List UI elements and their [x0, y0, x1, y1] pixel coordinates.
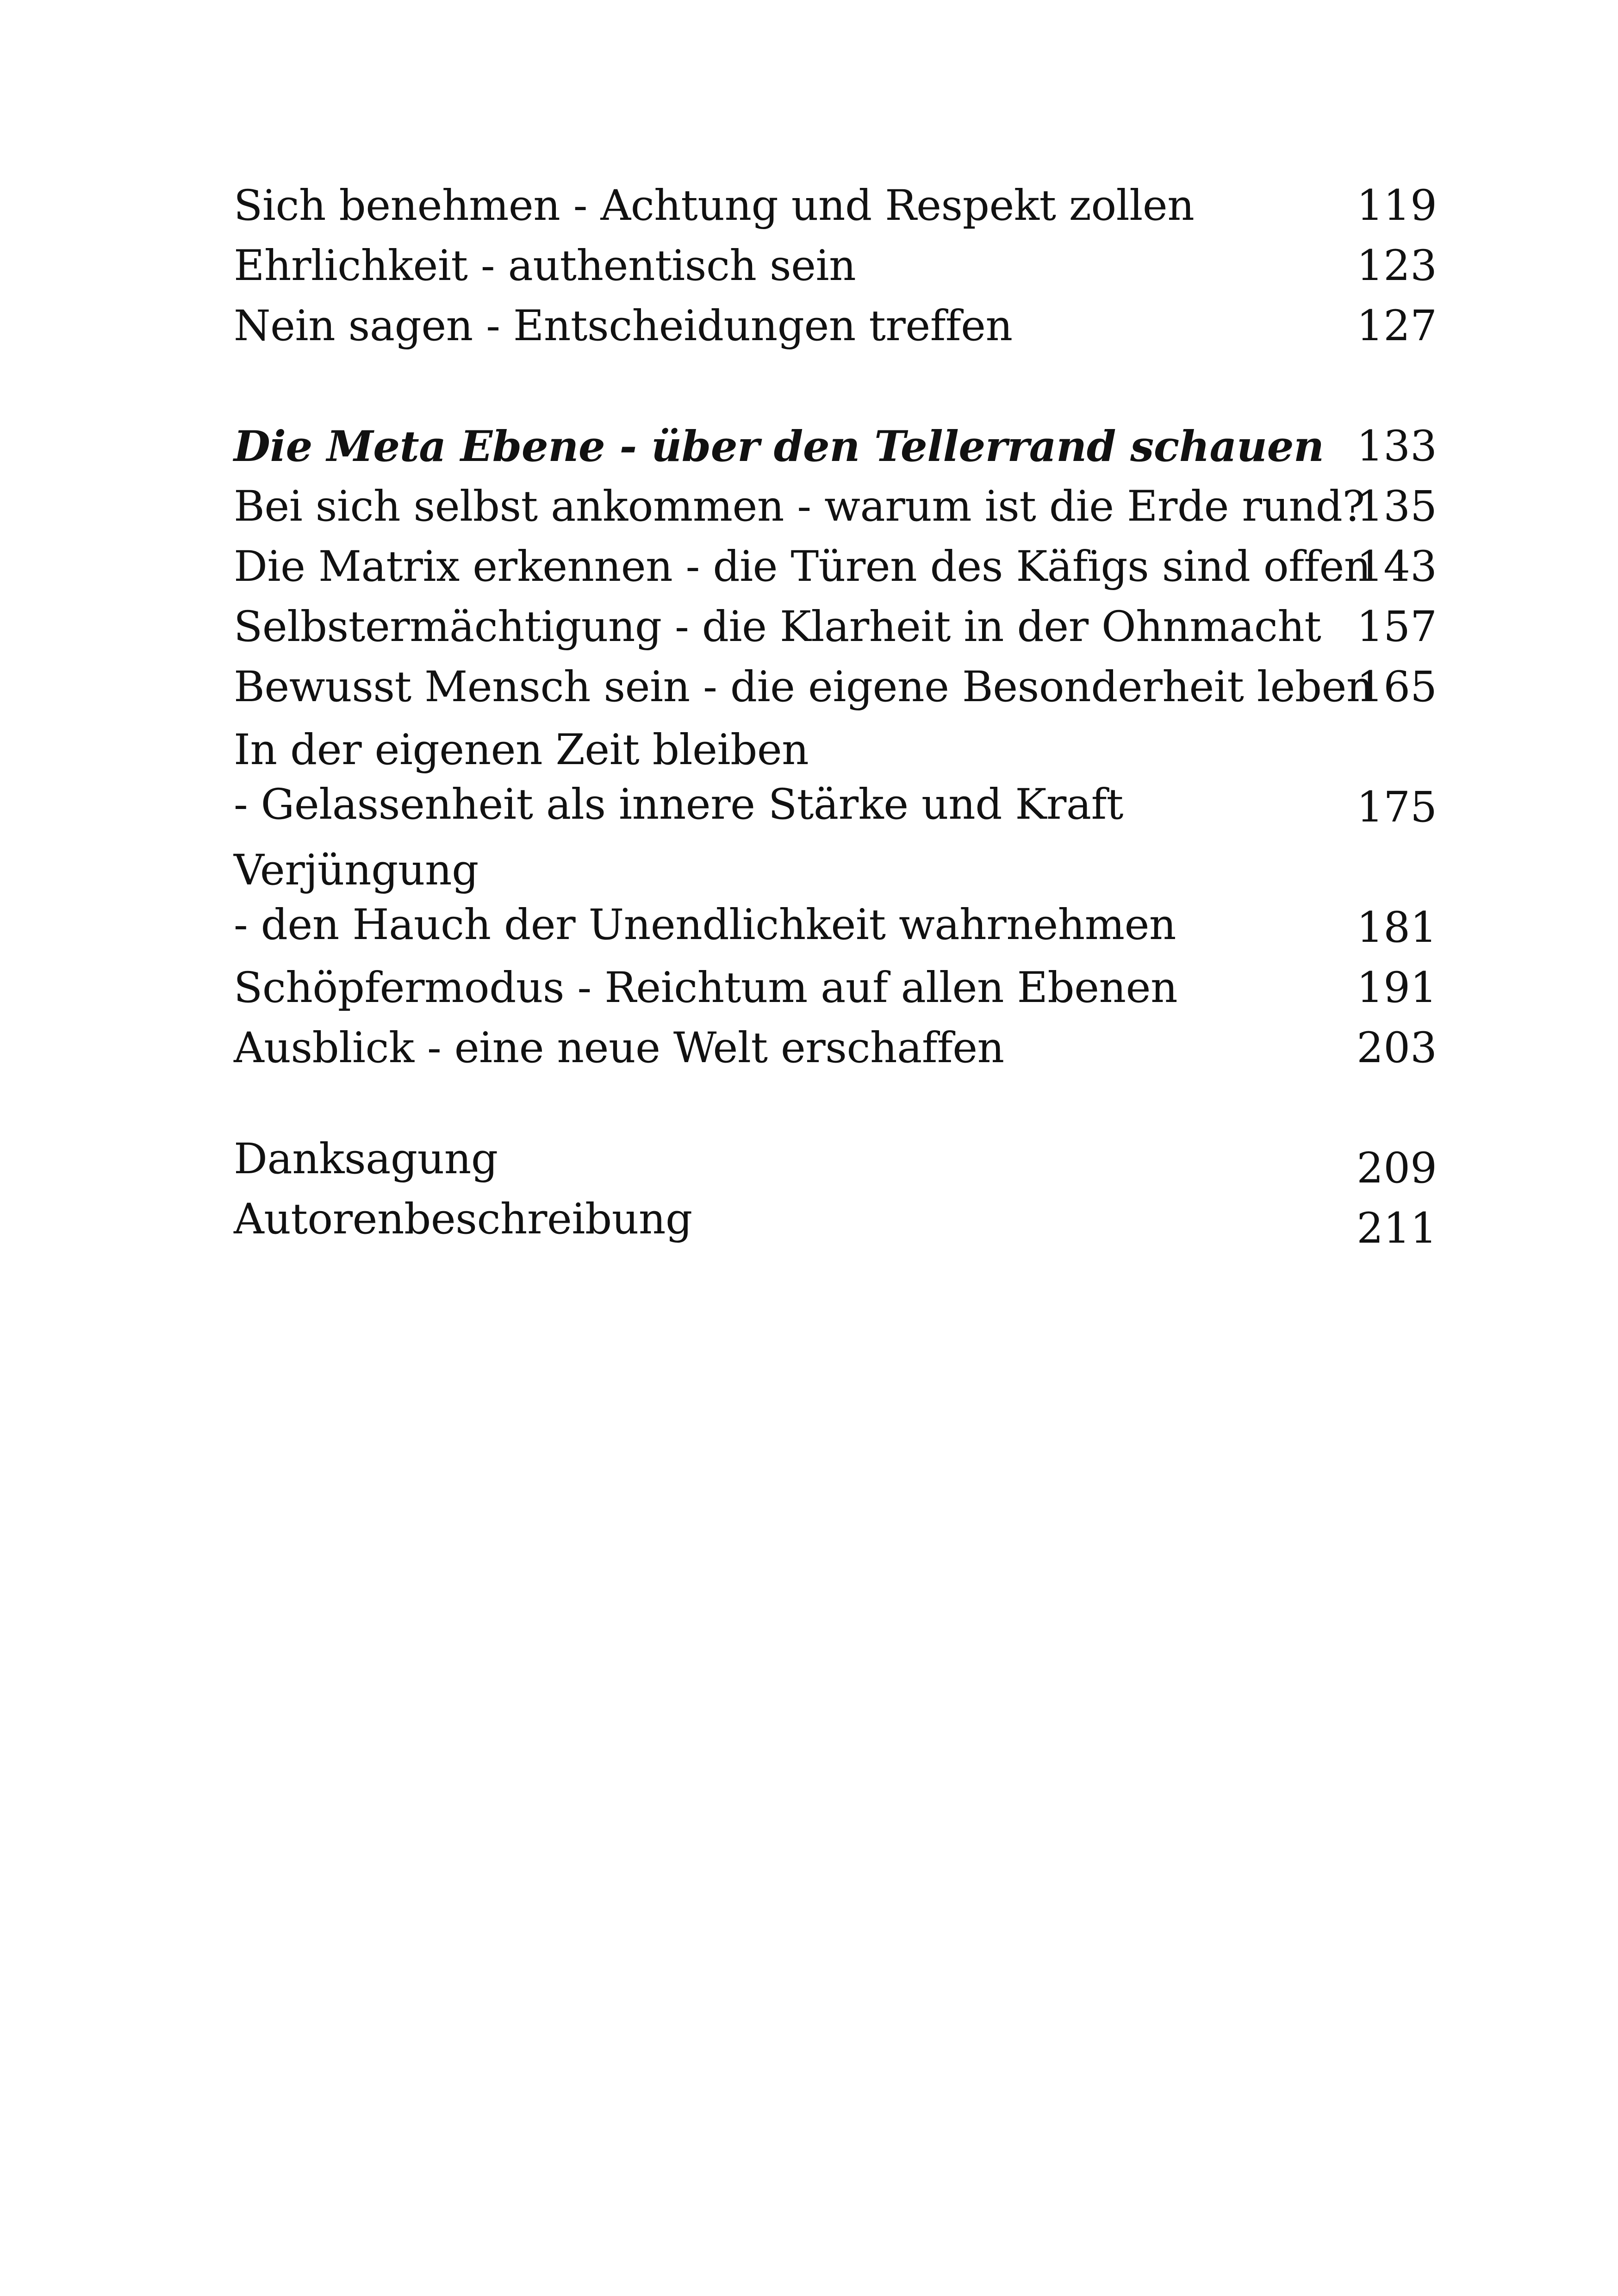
table-of-contents — [234, 176, 1437, 1253]
toc-entry-page: 157 — [1357, 603, 1437, 651]
section-spacer — [234, 1078, 1437, 1129]
toc-entry — [234, 958, 1437, 1018]
toc-entry-page: 135 — [1357, 482, 1437, 531]
toc-entry-page: 123 — [1357, 242, 1437, 290]
toc-entry — [234, 537, 1437, 597]
toc-entry-title — [234, 843, 1176, 952]
toc-entry-title: Danksagung — [234, 1135, 498, 1183]
toc-entry — [234, 1129, 1437, 1193]
toc-entry-title: Sich benehmen - Achtung und Respekt zollen — [234, 181, 1195, 230]
toc-section-heading-page: 133 — [1357, 422, 1437, 471]
toc-entry — [234, 296, 1437, 356]
toc-entry-title: Ehrlichkeit - authentisch sein — [234, 242, 856, 290]
toc-entry-title: Nein sagen - Entscheidungen treffen — [234, 302, 1013, 350]
toc-entry-title: Ausblick - eine neue Welt erschaffen — [234, 1024, 1004, 1072]
toc-entry-page: 181 — [1357, 903, 1437, 952]
toc-entry — [234, 477, 1437, 537]
toc-section-heading-title: Die Meta Ebene - über den Tellerrand schauen — [234, 422, 1324, 471]
toc-entry — [234, 838, 1437, 958]
toc-entry-page: 119 — [1357, 181, 1437, 230]
toc-entry — [234, 236, 1437, 296]
toc-entry-page: 203 — [1357, 1024, 1437, 1072]
section-spacer — [234, 356, 1437, 417]
toc-entry — [234, 1189, 1437, 1253]
toc-entry-page: 209 — [1357, 1144, 1437, 1193]
toc-entry-title: Bei sich selbst ankommen - warum ist die Erde rund? — [234, 482, 1365, 531]
toc-entry-page: 143 — [1357, 542, 1437, 591]
toc-entry-page: 175 — [1357, 783, 1437, 832]
toc-entry — [234, 1018, 1437, 1078]
toc-entry-title: Schöpfermodus - Reichtum auf allen Ebenen — [234, 964, 1178, 1012]
toc-entry — [234, 176, 1437, 236]
toc-entry — [234, 657, 1437, 717]
toc-section-heading — [234, 417, 1437, 477]
toc-entry — [234, 717, 1437, 838]
toc-entry-title-line1: In der eigenen Zeit bleiben — [234, 726, 809, 774]
toc-entry-title-line2: - den Hauch der Unendlichkeit wahrnehmen — [234, 901, 1176, 949]
toc-entry-title: Selbstermächtigung - die Klarheit in der Ohnmacht — [234, 603, 1321, 651]
toc-entry-title-line2: - Gelassenheit als innere Stärke und Kraft — [234, 780, 1123, 829]
toc-entry-title — [234, 723, 1123, 832]
toc-entry-page: 165 — [1357, 663, 1437, 711]
toc-entry-title-line1: Verjüngung — [234, 846, 479, 895]
toc-entry-title: Bewusst Mensch sein - die eigene Besonderheit leben — [234, 663, 1374, 711]
toc-entry — [234, 597, 1437, 657]
toc-entry-title: Autorenbeschreibung — [234, 1195, 692, 1244]
toc-entry-page: 191 — [1357, 964, 1437, 1012]
toc-entry-page: 127 — [1357, 302, 1437, 350]
toc-entry-page: 211 — [1357, 1204, 1437, 1253]
toc-entry-title: Die Matrix erkennen - die Türen des Käfigs sind offen — [234, 542, 1371, 591]
